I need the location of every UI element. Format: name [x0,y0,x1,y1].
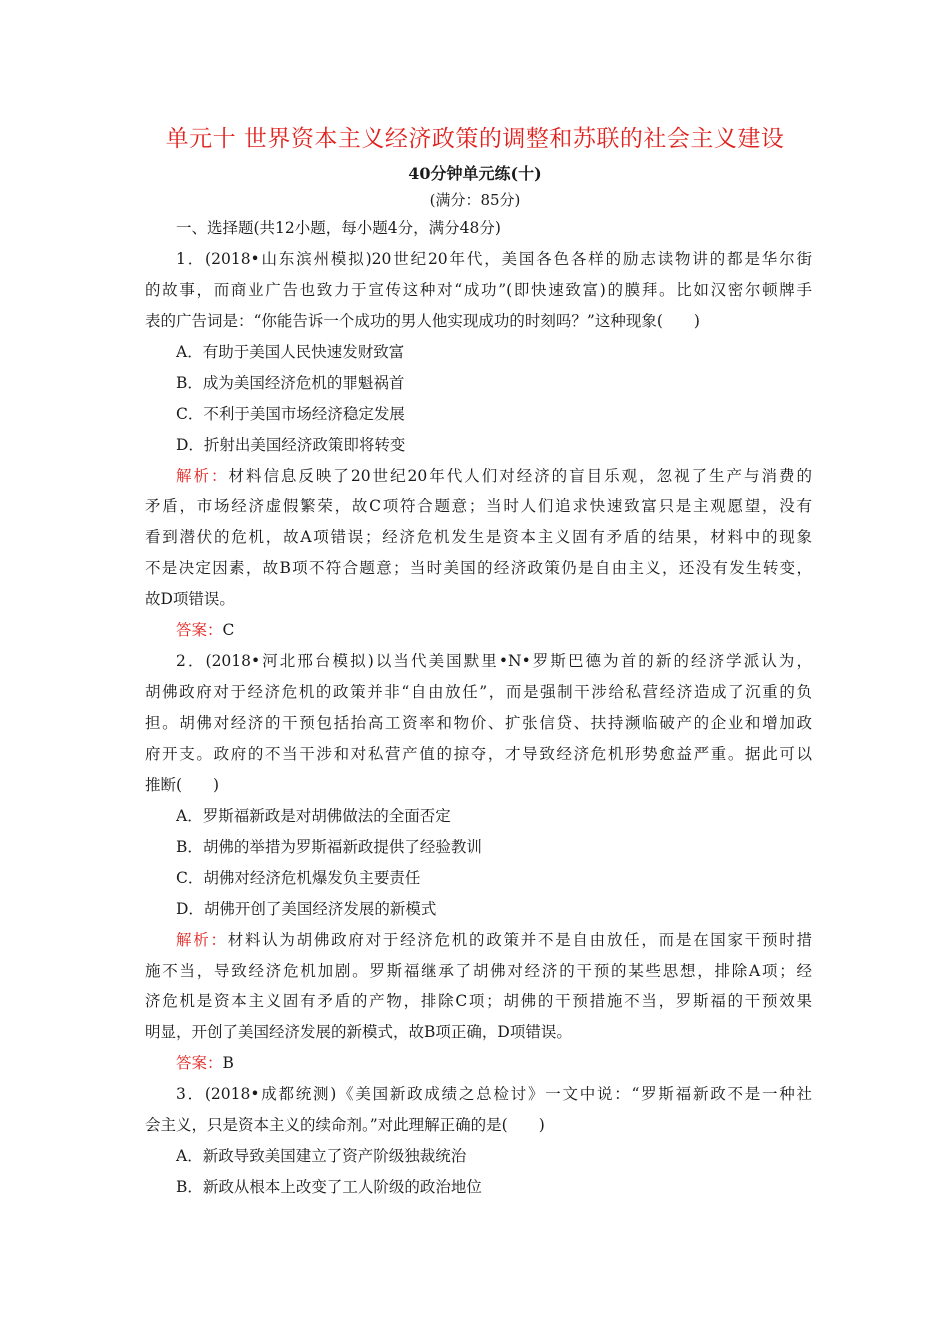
question-2 [145,646,812,1079]
section-heading: 一、选择题(共12小题，每小题4分，满分48分) [176,219,501,237]
analysis-label: 解析： [176,930,228,949]
answer-line [145,1048,812,1079]
analysis-line: 明显，开创了美国经济发展的新模式，故B项正确，D项错误。 [145,1023,572,1042]
question-stem-line: 的故事，而商业广告也致力于宣传这种对“成功”(即快速致富)的膜拜。比如汉密尔顿牌手 [145,280,812,299]
analysis-text: 材料认为胡佛政府对于经济危机的政策并不是自由放任，而是在国家干预时措 [227,930,812,949]
question-stem-line: 担。胡佛对经济的干预包括抬高工资率和物价、扩张信贷、扶持濒临破产的企业和增加政 [145,714,812,732]
question-stem-line: 推断( ) [145,775,220,794]
total-score: (满分：85分) [429,191,521,209]
question-stem-line: 3．(2018•成都统测)《美国新政成绩之总检讨》一文中说：“罗斯福新政不是一种社 [176,1085,812,1104]
analysis-line: 故D项错误。 [145,590,235,609]
question-stem-line: 1．(2018•山东滨州模拟)20世纪20年代，美国各色各样的励志读物讲的都是华尔街 [176,249,812,268]
question-3 [145,1079,812,1203]
document-body [145,213,812,1203]
analysis-label: 解析： [176,466,229,485]
analysis-line: 看到潜伏的危机，故A项错误；经济危机发生是资本主义固有矛盾的结果，材料中的现象 [145,528,812,547]
option-a: A．新政导致美国建立了资产阶级独裁统治 [176,1147,467,1166]
question-stem-line: 府开支。政府的不当干涉和对私营产值的掠夺，才导致经济危机形势愈益严重。据此可以 [145,744,812,763]
question-stem-line: 表的广告词是：“你能告诉一个成功的男人他实现成功的时刻吗？”这种现象( ) [145,311,700,330]
answer-value: B [222,1054,234,1073]
question-1 [145,244,812,646]
option-a: A．罗斯福新政是对胡佛做法的全面否定 [176,806,451,825]
option-d: D．折射出美国经济政策即将转变 [176,435,406,454]
option-d: D．胡佛开创了美国经济发展的新模式 [176,899,437,918]
analysis-line [145,925,812,956]
option-a: A．有助于美国人民快速发财致富 [176,342,405,361]
analysis-line: 不是决定因素，故B项不符合题意；当时美国的经济政策仍是自由主义，还没有发生转变， [145,559,812,578]
answer-label: 答案： [176,1054,223,1073]
analysis-line: 矛盾，市场经济虚假繁荣，故C项符合题意；当时人们追求快速致富只是主观愿望，没有 [145,497,812,516]
analysis-line: 济危机是资本主义固有矛盾的产物，排除C项；胡佛的干预措施不当，罗斯福的干预效果 [145,992,812,1011]
page-title: 单元十 世界资本主义经济政策的调整和苏联的社会主义建设 [165,126,785,152]
answer-value: C [222,621,235,640]
answer-label: 答案： [176,621,223,640]
option-b: B．成为美国经济危机的罪魁祸首 [176,373,405,392]
analysis-text: 材料信息反映了20世纪20年代人们对经济的盲目乐观，忽视了生产与消费的 [228,466,812,485]
page-subtitle: 40分钟单元练(十) [408,164,542,183]
question-stem-line: 会主义，只是资本主义的续命剂。”对此理解正确的是( ) [145,1116,545,1135]
question-stem-line: 胡佛政府对于经济危机的政策并非“自由放任”，而是强制干涉给私营经济造成了沉重的负 [145,683,812,702]
answer-line [145,615,812,646]
option-c: C．胡佛对经济危机爆发负主要责任 [176,868,421,887]
option-c: C．不利于美国市场经济稳定发展 [176,404,405,423]
option-b: B．新政从根本上改变了工人阶级的政治地位 [176,1178,482,1197]
analysis-line [145,461,812,492]
question-stem-line: 2．(2018•河北邢台模拟)以当代美国默里•N•罗斯巴德为首的新的经济学派认为， [176,652,812,671]
analysis-line: 施不当，导致经济危机加剧。罗斯福继承了胡佛对经济的干预的某些思想，排除A项；经 [145,961,812,980]
option-b: B．胡佛的举措为罗斯福新政提供了经验教训 [176,837,482,856]
